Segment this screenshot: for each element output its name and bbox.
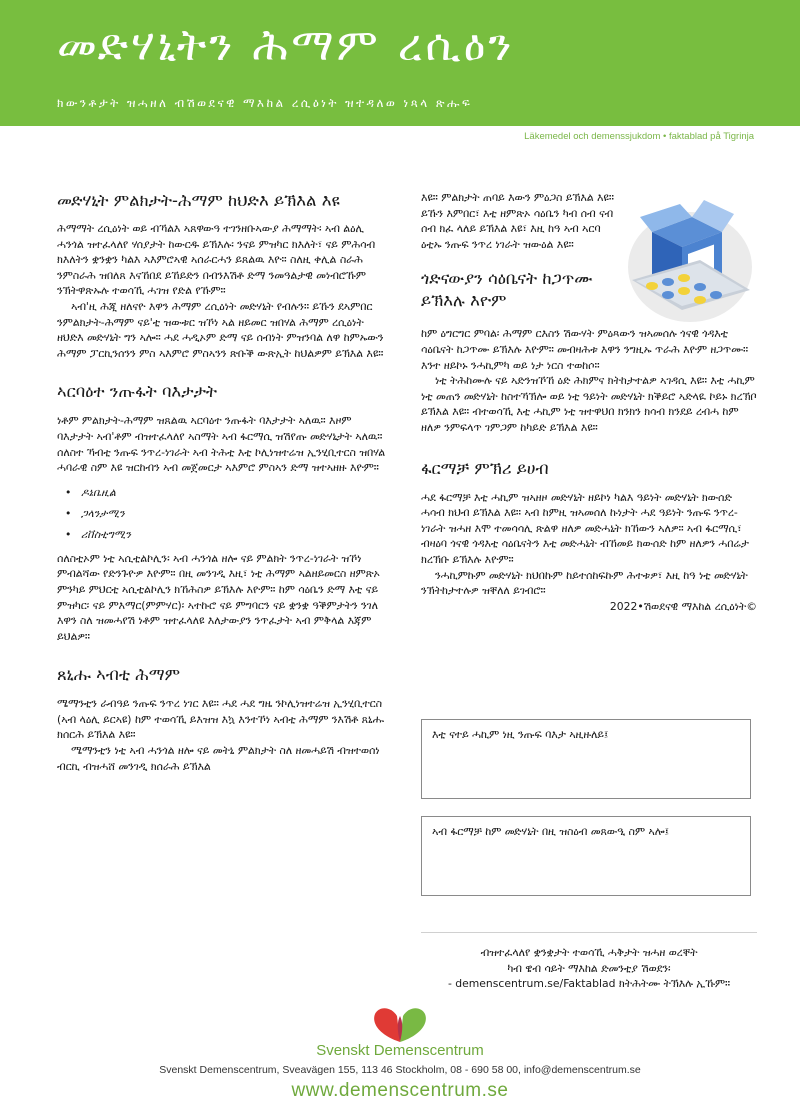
paragraph: ሕማማት ረሲዕነት ወይ ብኻልእ ኣጸዋውዓ ተገንዘቡኣውያ ሕማማት፡ ኣብ ልዕሊ ሓንጎል ዝተፈላለየ ሃሰያታት ከውርዱ ይኽእሉ፡ ንናይ ምዝካር ክእለት፣ ናይ ምሕሳብ ክእለትን ቋንቋን ካልእ ኣእምሮኣዊ ኣሰራርሓን ይጸልዉ እዮ። ስለዚ ቀሊል ስራሕ ንምስራሕ ዝበለጸ እናኸበደ ይኸይድን በብንእሽቶ ድማ ንመዓልታዊ መነብሮኹም ንኽትዋጽኡሉ ተወሳኺ ሓገዝ የድል የኹም።	[57, 222, 376, 298]
pharmacy-name-field[interactable]	[421, 816, 751, 896]
left-column	[57, 190, 389, 774]
page-title: መድሃኒትን ሕማም ረሲዕን	[57, 20, 515, 71]
paragraph: ነቲ ትሕከሙሉ ናይ ኣድንዝኾኸ ዕድ ሕክምና ክትከታተልዎ ኣገዳሲ እዩ። እቲ ሓኪም ነቲ መጠን መድሃኒት ከስተኻኽሎ ወይ ነቲ ዓይነት መድሃኒት ክቕይሮ ኣድላዪ ኮይኑ ክረኽቦ ይኽእል እዩ። ብተወሳኺ እቲ ሓኪም ነቲ ዝተዋህበ ክንክን ክሳብ ክንደይ ረብሓ ከም ዘለዎ ንምፍላጥ ገምጋም ከካይድ ይኽእል እዩ።	[421, 374, 757, 434]
note-line: ካብ ዌብ ሳይት ማእከል ድመንቲያ ሽወደን፡	[507, 961, 671, 975]
section-heading: ፋርማቻ ምኽሪ ይሀብ	[421, 458, 549, 478]
paragraph: ሓደ ፋርማቻ እቲ ሓኪም ዝኣዘዞ መድሃኒት ዘይኮነ ካልእ ዓይነት መድሃኒት ክውሰድ ሓሳብ ክህብ ይኽእል እዩ። ኣብ ከምዚ ዝኣመሰለ ኩነታት ሓደ ዓይነት ንጡፍ ንጥረ-ነገራት ዝሓዘ እሞ ተመሳሳሊ ጽልዋ ዘለዎ መድሓኒት ክኸውን ኣለዎ። ኣብ ፋርማሲ፣ ብዛዕባ ጎናዊ ጎዳእቲ ሳዕቤናትን እቲ መድሓኒት ብኸመይ ክውሰድ ከም ዘለዎን ሓበሬታ ክረኽቡ ይኽእሉ እዮም።	[421, 490, 749, 566]
page-subtitle: ክውንቶታት ዝሓዘለ ብሽወደናዊ ማእከል ረሲዕነት ዝተዳለወ ነጻላ ጽሑፍ	[57, 96, 473, 110]
paragraph: ከም ዕግርግር ምባል፡ ሕማም ርእስን ሽውሃት ምዕጻውን ዝኣመሰሉ ጎናዊ ጎዳእቲ ሳዕቤናት ከጋጥሙ ይኽእሉ እዮም። መብዛሕቱ እዋን ንግዚኡ ጥራሕ እዮም ዘጋጥሙ። እንተ ዘይኮኑ ንሓኪምካ ወይ ነታ ነርስ ተወከሶ።	[421, 327, 749, 372]
footer-website-link[interactable]: www.demenscentrum.se	[291, 1080, 509, 1101]
list-item: • ጋላንታሚን	[65, 503, 389, 524]
paragraph: ሜማንቲን ራብዓይ ንጡፍ ንጥረ ነገር እዩ። ሓደ ሓደ ግዜ ንኮሊነዝተሬዝ ኢንሂቢተርስ (ኣብ ላዕሊ ይርኣዩ) ከም ተወሳኺ ይእዝዝ እኳ እንተኾነ ኣብቲ ሕማም ንእሽቶ ጸኒሑ ክሰርሕ ይኽእል እዩ።	[57, 697, 384, 742]
active-ingredient-field[interactable]	[421, 719, 751, 799]
right-column	[421, 190, 757, 614]
footer-address: Svenskt Demenscentrum, Sveavägen 155, 113 46 Stockholm, 08 - 690 58 00, info@demenscentrum.se	[159, 1064, 641, 1076]
section-heading: ኣርባዕተ ንጡፋት ባእታታት	[57, 382, 218, 402]
note-line: ብዝተፈላለየ ቋንቋታት ተወሳኺ ሓቅታት ዝሓዘ ወረቐት	[480, 946, 698, 959]
header-banner	[0, 0, 800, 126]
list-item: • ዶኔቤዚል	[65, 482, 389, 503]
tagline: Läkemedel och demenssjukdom • faktablad på Tigrinja	[524, 131, 754, 142]
paragraph: ሰለስቲኦም ነቲ ኣሲቲልኮሊን፡ ኣብ ሓንጎል ዘሎ ናይ ምልክት ንጥረ-ነገራት ዝኾነ ምብልሻው የድንጉዮዎ እዮም። በዚ መንገዲ እዚ፣ ነቲ ሕማም ኣልዘይመርስ ዘምጽኦ ምንካይ ምህርቲ ኣሲቲልኮሊን ክኸሕስዎ ይኽእሉ እዮም። ከም ሳዕቤን ድማ እቲ ናይ ምዝካር፡ ናይ ምእማር(ምምሃር)፡ ኣተኩሮ ናይ ምግባርን ናይ ቋንቋ ዓቕምታትን ንገለ እዋን ስለ ዝመሓየሽ ነቶም ዝተፈላለዩ እለታውያን ንጥፈታት ኣብ ምቅላል እጃም ይህልዎ።	[57, 551, 380, 643]
note-line: - demenscentrum.se/Faktablad ክትሕትሙ ትኽእሉ ኢኹም።	[447, 977, 731, 990]
field-label: ኣብ ፋርማቻ ከም መድሃኒት በዚ ዝስዕብ መጸውዒ ስም ኣሎ፤	[432, 825, 669, 838]
copyright: 2022•ሽወደናዊ ማእከል ረሲዕነት©	[609, 599, 757, 613]
footer-brand: Svenskt Demenscentrum	[316, 1042, 484, 1059]
divider	[421, 932, 757, 933]
paragraph: እዩ። ምልክታት ጠባይ እውን ምዕጋስ ይኽእል እዩ። ይኹን እምበር፣ እቲ ዘምጽኦ ሳዕቤን ካብ ሰብ ናብ ሰብ ክፈ ላለይ ይኽእል እዩ፣ እዚ ከዓ ኣብ ኣርባ ዕቲኡ ንጡፍ ንጥረ ነገራት ዝውዕል እዩ።	[421, 191, 614, 251]
field-label: እቲ ናተይ ሓኪም ነዚ ንጡፍ ባእታ ኣዚዙለይ፤	[432, 728, 609, 741]
section-heading: ጸኒሑ ኣብቲ ሕማም	[57, 665, 181, 685]
list-item: • ሪቨስቲግሚን	[65, 524, 389, 545]
bullet-list	[65, 482, 389, 545]
heart-leaves-logo	[369, 1006, 431, 1044]
paragraph: ኣብ'ዚ ሕጂ ዘለናዮ እዋን ሕማም ረሲዕነት መድሃኒት የብሉን። ይኹን ደኣምበር ንምልክታት-ሕማም ናይ'ቲ ዝውቱር ዝኾነ ኣል ዘይመር ዝበሃል ሕማም ረሲዕነት ዘህድእ መድሃኒት ግን ኣሎ። ሓደ ሓዲኦም ድማ ናይ ሰብነት ምዝንባል ለዋ ከምኡውን ሕማም ፓርኪንሰንን ምስ ኣእምሮ ምስኣንን ጽቡቕ ውጽኢት ከህልዎም ይኽእል እዩ።	[57, 299, 384, 360]
more-info-note	[421, 945, 757, 992]
paragraph: ነቶም ምልክታት-ሕማም ዝጸልዉ ኣርባዕተ ንጡፋት ባእታታት ኣለዉ። እዞም ባእታታት ኣብ'ቶም ብዝተፈላለየ ኣስማት ኣብ ፋርማሲ ዝሽየጡ መድሃኒታት ኣለዉ። ሰለስተ ኻብቲ ንጡፍ ንጥረ-ነገራት ኣብ ትሕቲ እቲ ኮሊነዝተሬዝ ኢንሂቢተርስ ዝበሃል ሓባራዊ ስም እዩ ዝርከብን ኣብ መጀመርታ ኣእምሮ ምስኣን ድማ ዝተኣዘዙ እዮም።	[57, 414, 386, 475]
section-heading: ጎድናውያን ሳዕቤናት ከጋጥሙ ይኽእሉ እዮም	[421, 269, 593, 311]
section-heading: መድሃኒት ምልክታት-ሕማም ከህድእ ይኽእል እዩ	[57, 191, 340, 210]
paragraph: ንሓኪምኩም መድሃኒት ክህበኩም ከይተሰከፍኩም ሕተቱዎ፣ እዚ ከዓ ነቲ መድሃኒት ንኽትከታተሉዎ ዝቐለለ ይገብሮ።	[421, 568, 748, 598]
paragraph: ሜማንቲን ነቲ ኣብ ሓንጎል ዘሎ ናይ መትኒ ምልክታት ስለ ዘመሓይሽ ብዝተወሰነ ብርኪ ብዝሓሸ መንገዲ ክሰራሕ ይኽእል	[57, 744, 380, 773]
